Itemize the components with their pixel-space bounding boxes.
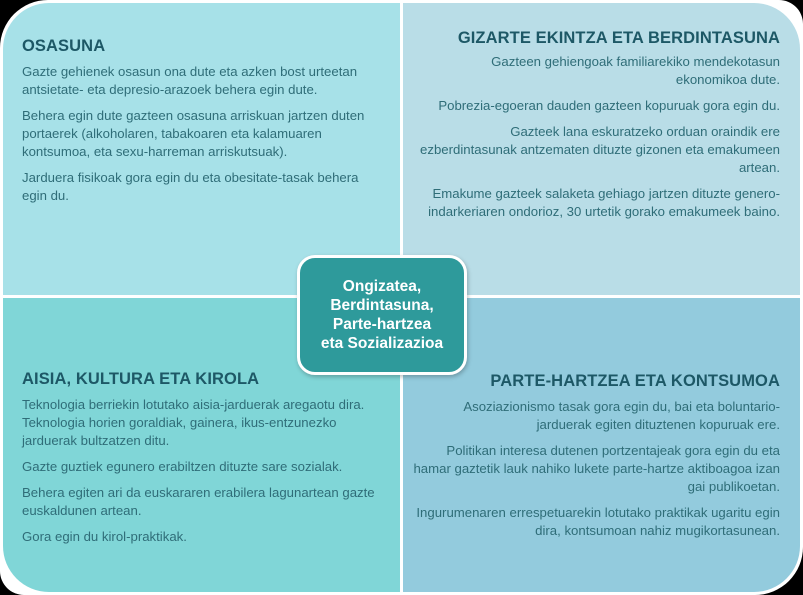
quadrant-title: OSASUNA (22, 37, 106, 55)
center-line: Berdintasuna, (330, 297, 434, 314)
quadrant-gizarte-ekintza (403, 3, 800, 295)
quadrant-paragraph: Gazteen gehiengoak familiarekiko mendekotasun ekonomikoa dute. (491, 54, 780, 87)
center-topic-box (297, 255, 467, 375)
quadrant-paragraph: Behera egiten ari da euskararen erabilera lagunartean gazte euskaldunen artean. (22, 485, 375, 518)
quadrant-paragraph: Pobrezia-egoeran dauden gazteen kopuruak gora egin du. (438, 98, 780, 113)
quadrant-paragraph: Ingurumenaren errespetuarekin lotutako praktikak ugaritu egin dira, kontsumoan nahiz mugikortasunean. (416, 505, 780, 538)
quadrant-paragraph: Jarduera fisikoak gora egin du eta obesitate-tasak behera egin du. (22, 170, 359, 203)
quadrant-paragraph: Emakume gazteek salaketa gehiago jartzen dituzte genero-indarkeriaren ondorioz, 30 urtetik gorako emakumeek baino. (428, 186, 780, 219)
quadrant-paragraph: Gazte gehienek osasun ona dute eta azken bost urteetan antsietate- eta depresio-arazoek behera egin dute. (22, 64, 358, 97)
quadrant-paragraph: Gora egin du kirol-praktikak. (22, 529, 187, 544)
quadrant-title: GIZARTE EKINTZA ETA BERDINTASUNA (457, 29, 780, 47)
quadrant-paragraph: Asoziazionismo tasak gora egin du, bai eta boluntario-jarduerak egiten dituztenen kopuruak ere. (463, 399, 780, 432)
quadrant-paragraph: Teknologia berriekin lotutako aisia-jarduerak aregaotu dira. Teknologia horien goraldiak, gainera, ikus-entzunezko jarduerak bultzatzen ditu. (22, 397, 365, 448)
quadrant-osasuna (3, 3, 400, 295)
quadrant-paragraph: Gazteek lana eskuratzeko orduan oraindik ere ezberdintasunak antzematen dituzte gizonen eta emakumeen artean. (420, 124, 780, 175)
center-line: eta Sozializazioa (320, 335, 444, 352)
center-line: Parte-hartzea (332, 316, 432, 333)
quadrant-paragraph: Behera egin dute gazteen osasuna arriskuan jartzen duten portaerek (alkoholaren, tabakoaren eta kalamuaren kontsumoa, eta sexu-harreman arriskutsuak). (22, 108, 365, 159)
center-line: Ongizatea, (342, 278, 422, 295)
quadrant-paragraph: Gazte guztiek egunero erabiltzen dituzte sare sozialak. (22, 459, 343, 474)
quadrant-title: AISIA, KULTURA ETA KIROLA (22, 370, 260, 388)
quadrant-paragraph: Politikan interesa dutenen portzentajeak gora egin du eta hamar gaztetik lauk nahiko lukete parte-hartze aktiboagoa izan gai publikoetan. (413, 443, 780, 494)
quadrant-title: PARTE-HARTZEA ETA KONTSUMOA (490, 372, 780, 390)
